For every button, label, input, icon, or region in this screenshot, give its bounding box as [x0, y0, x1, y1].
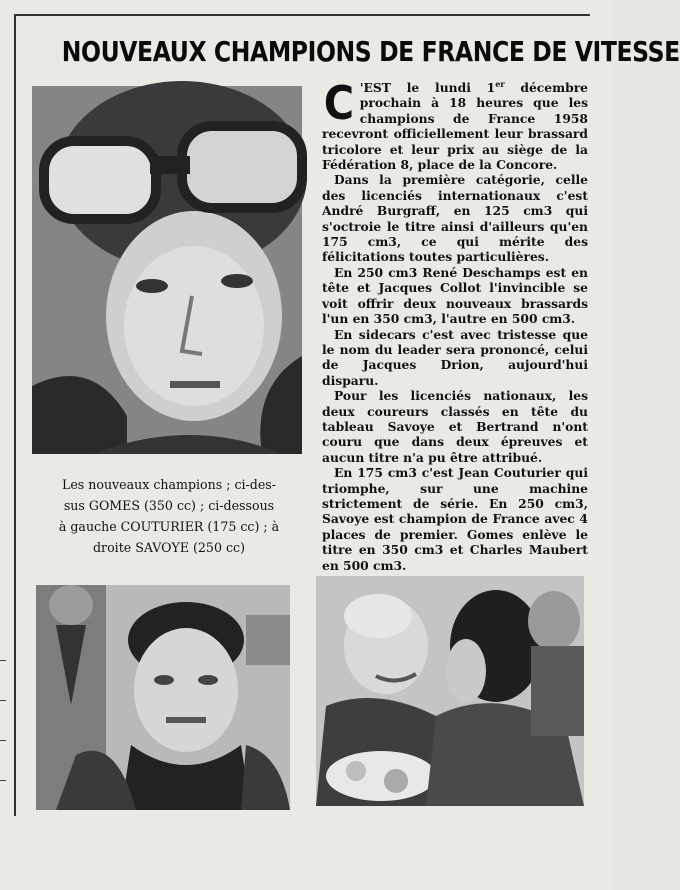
- caption-line: droite SAVOYE (250 cc): [93, 540, 245, 555]
- photo-caption: [28, 474, 310, 558]
- photo-savoye: [316, 576, 584, 806]
- article-paragraph: En 175 cm3 c'est Jean Couturier qui triomphe, sur une machine strictement de série. En 250 cm3, Savoye est champion de France avec 4 places de premier. Gomes enlève le titre en 350 cm3 et Charles Maubert en 500 cm3.: [322, 465, 588, 573]
- caption-line: à gauche COUTURIER (175 cc) ; à: [58, 519, 280, 534]
- article-paragraph: Dans la première catégorie, celle des licenciés internationaux c'est André Burgraff, en 125 cm3 qui s'octroie le titre ainsi d'ailleurs qu'en 175 cm3, ce qui mérite des félicitations toutes particulières.: [322, 172, 588, 265]
- photo-savoye-image: [316, 576, 584, 806]
- photo-gomes-image: [32, 86, 302, 454]
- drop-cap: C: [323, 76, 355, 130]
- article-paragraph: En 250 cm3 René Deschamps est en tête et Jacques Collot l'invincible se voit offrir deux nouveaux brassards l'un en 350 cm3, l'autre en 500 cm3.: [322, 264, 588, 327]
- caption-line: sus GOMES (350 cc) ; ci-dessous: [63, 498, 275, 513]
- margin-mark: [0, 660, 6, 661]
- margin-mark: [0, 780, 6, 781]
- margin-mark: [0, 700, 6, 701]
- article-paragraph: Pour les licenciés nationaux, les deux coureurs classés en tête du tableau Savoye et Bertrand n'ont couru que dans deux épreuves et aucun titre n'a pu être attribué.: [322, 388, 588, 465]
- headline: NOUVEAUX CHAMPIONS DE FRANCE DE VITESSE: [61, 35, 680, 68]
- caption-line: Les nouveaux champions ; ci-des-: [61, 477, 277, 492]
- article-body: [322, 76, 588, 573]
- photo-couturier: [36, 585, 290, 810]
- article-paragraph: En sidecars c'est avec tristesse que le nom du leader sera prononcé, celui de Jacques Drion, aujourd'hui disparu.: [322, 326, 588, 388]
- photo-gomes: [32, 86, 302, 454]
- margin-mark: [0, 740, 6, 741]
- article-paragraph: C 'EST le lundi 1er décembre prochain à 18 heures que les champions de France 1958 recevront officiellement leur brassard tricolore et leur prix au siège de la Fédération 8, place de la Concore.: [322, 76, 588, 173]
- photo-couturier-image: [36, 585, 290, 810]
